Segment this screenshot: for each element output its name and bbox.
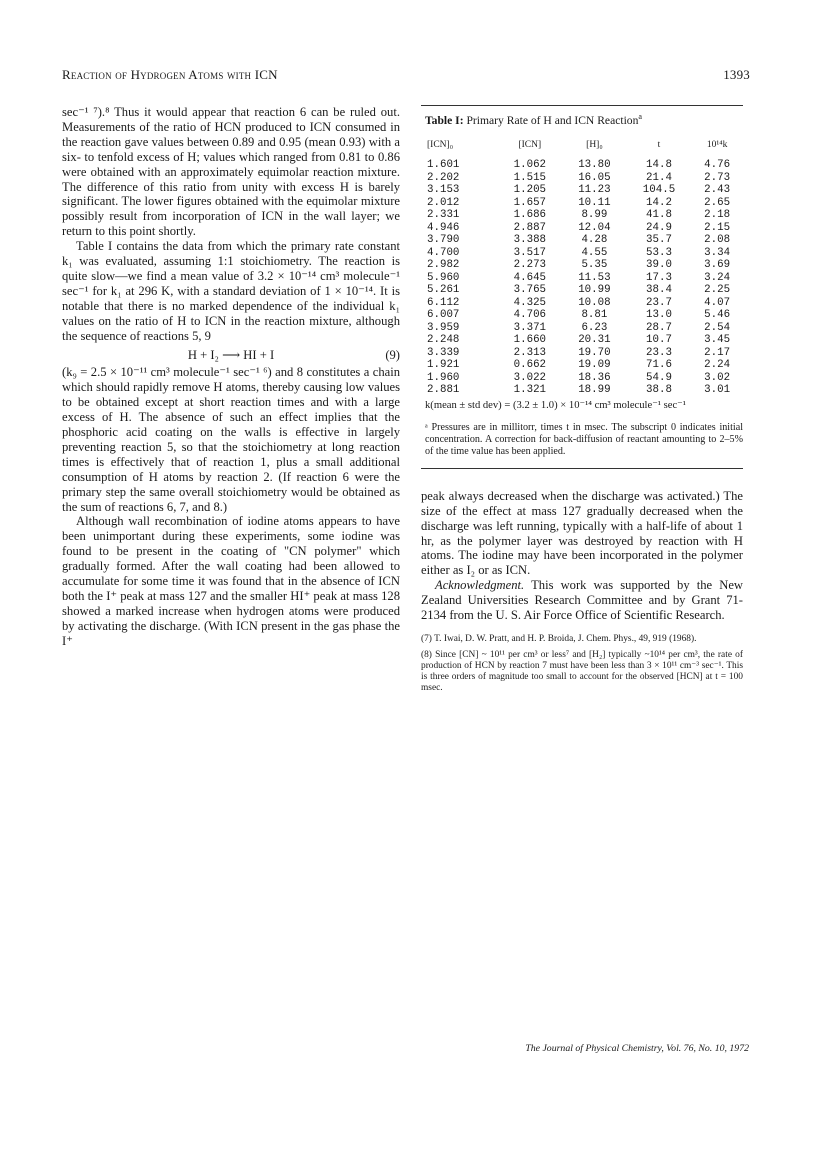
table-header-row	[421, 139, 743, 160]
table-cell: 2.25	[704, 284, 731, 297]
table-cell: 20.31	[578, 334, 611, 347]
table-cell: 3.153	[427, 184, 460, 197]
table-row	[421, 259, 743, 272]
table-cell: 0.662	[513, 359, 547, 372]
table-cell: 3.959	[427, 321, 460, 334]
table-cell: 19.09	[578, 359, 611, 372]
table-cell: 1.960	[427, 371, 460, 384]
table-row	[421, 222, 743, 235]
table-row	[421, 322, 743, 335]
table-cell: 53.3	[646, 246, 672, 259]
table-cell: 3.517	[513, 246, 547, 259]
table-cell: 4.645	[513, 271, 547, 284]
journal-footer: The Journal of Physical Chemistry, Vol. 76, No. 10, 1972	[525, 1043, 749, 1054]
paragraph: Although wall recombination of iodine atoms appears to have been unimportant during these experiments, some iodine was found to be present in the coating of "CN polymer" which gradually formed. After the wall coating had been allowed to accumulate for some time it was found that in the absence of ICN both the I⁺ peak at mass 127 and the smaller HI⁺ peak at mass 128 showed a marked increase when hydrogen atoms were produced by activating the discharge. (With ICN present in the gas phase the I⁺	[62, 514, 400, 648]
table-bottom-rule	[421, 468, 743, 469]
table-cell: 3.388	[513, 234, 547, 247]
table-cell: 3.45	[704, 334, 731, 347]
table-cell: 38.8	[646, 384, 672, 397]
table-cell: 3.02	[704, 371, 731, 384]
table-cell: 4.28	[581, 234, 608, 247]
table-cell: 2.313	[513, 346, 547, 359]
table-row	[421, 297, 743, 310]
table-cell: 3.765	[513, 284, 547, 297]
table-caption	[425, 114, 743, 129]
table-cell: 12.04	[578, 221, 611, 234]
table-cell: 4.07	[704, 296, 731, 309]
table-cell: 21.4	[646, 171, 672, 184]
table-cell: 1.321	[513, 384, 547, 397]
table-cell: 1.686	[513, 209, 547, 222]
table-cell: 54.9	[646, 371, 672, 384]
table-cell: 8.99	[581, 209, 608, 222]
table-cell: 23.3	[646, 346, 672, 359]
table-cell: 4.706	[513, 309, 547, 322]
table-cell: 3.24	[704, 271, 731, 284]
table-cell: 2.24	[704, 359, 731, 372]
table-cell: 10.11	[578, 196, 611, 209]
table-cell: 2.273	[513, 259, 547, 272]
table-cell: 1.515	[513, 171, 547, 184]
page-number: 1393	[723, 67, 750, 82]
table-top-rule	[421, 105, 743, 106]
table-cell: 2.65	[704, 196, 731, 209]
table-cell: 2.15	[704, 221, 731, 234]
table-cell: 1.062	[513, 159, 547, 172]
table-row	[421, 284, 743, 297]
table-cell: 3.339	[427, 346, 460, 359]
table-mean: k(mean ± std dev) = (3.2 ± 1.0) × 10⁻¹⁴ cm³ molecule⁻¹ sec⁻¹	[425, 399, 686, 411]
table-cell: 3.34	[704, 246, 731, 259]
table-cell: 1.657	[513, 196, 547, 209]
table-cell: 4.946	[427, 221, 460, 234]
table-row	[421, 347, 743, 360]
table-cell: 3.022	[513, 371, 547, 384]
table-cell: 3.371	[513, 321, 547, 334]
table-cell: 18.36	[578, 371, 611, 384]
table-cell: 10.99	[578, 284, 611, 297]
table-cell: 104.5	[642, 184, 676, 197]
table-row	[421, 184, 743, 197]
table-cell: 38.4	[646, 284, 672, 297]
table-row	[421, 359, 743, 372]
table-cell: 10.08	[578, 296, 611, 309]
table-cell: 2.202	[427, 171, 460, 184]
table-cell: 4.76	[704, 159, 731, 172]
table-row	[421, 209, 743, 222]
table-cell: 2.54	[704, 321, 731, 334]
table-cell: 14.2	[646, 196, 672, 209]
right-column	[421, 105, 743, 699]
column-header: [ICN]	[518, 139, 542, 150]
table-body	[421, 159, 743, 397]
running-head	[62, 67, 750, 87]
table-cell: 2.887	[513, 221, 547, 234]
table-cell: 2.012	[427, 196, 460, 209]
table-cell: 18.99	[578, 384, 611, 397]
table-cell: 8.81	[581, 309, 608, 322]
table-cell: 3.01	[704, 384, 731, 397]
table-cell: 1.601	[427, 159, 460, 172]
table-row	[421, 309, 743, 322]
references	[421, 634, 743, 694]
equation-9	[62, 348, 400, 363]
table-cell: 6.23	[581, 321, 608, 334]
table-cell: 71.6	[646, 359, 672, 372]
table-cell: 1.921	[427, 359, 460, 372]
paragraph: Table I contains the data from which the primary rate constant k₁ was evaluated, assuming 1:1 stoichiometry. The reaction is quite slow—we find a mean value of 3.2 × 10⁻¹⁴ cm³ molecule⁻¹ sec⁻¹ for k₁ at 296 K, with a standard deviation of 1 × 10⁻¹⁴. It is notable that there is no marked dependence of the individual k₁ values on the ratio of H to ICN in the reaction mixture, although the sequence of reactions 5, 9	[62, 239, 400, 343]
table-footnote: ᵃ Pressures are in millitorr, times t in msec. The subscript 0 indicates initial concentration. A correction for back-diffusion of reactant amounting to 2–5% of the time value has been applied.	[425, 421, 743, 457]
table-cell: 16.05	[578, 171, 611, 184]
table-row	[421, 247, 743, 260]
acknowledgment-label: Acknowledgment.	[435, 578, 525, 593]
table-cell: 28.7	[646, 321, 672, 334]
table-cell: 19.70	[578, 346, 611, 359]
table-cell: 4.700	[427, 246, 460, 259]
table-cell: 5.261	[427, 284, 460, 297]
table-cell: 2.17	[704, 346, 731, 359]
running-head-title: Reaction of Hydrogen Atoms with ICN	[62, 67, 278, 82]
table-row	[421, 372, 743, 385]
table-cell: 4.325	[513, 296, 547, 309]
equation-number: (9)	[385, 347, 400, 362]
table-row	[421, 234, 743, 247]
table-title: Primary Rate of H and ICN Reaction	[466, 114, 639, 127]
table-cell: 6.112	[427, 296, 460, 309]
table-cell: 11.53	[578, 271, 611, 284]
column-header: [ICN]₀	[427, 139, 453, 150]
reference-8: (8) Since [CN] ~ 10¹¹ per cm³ or less⁷ and [H₂] typically ~10¹⁴ per cm³, the rate of production of HCN by reaction 7 must have been less than 3 × 10¹¹ cm⁻³ sec⁻¹. This is three orders of magnitude too small to account for the observed [HCN] at t = 100 msec.	[421, 649, 743, 693]
paragraph: peak always decreased when the discharge was activated.) The size of the effect at mass 127 gradually decreased when the discharge was left running, typically with a half-life of about 1 hr, as the polymer layer was destroyed by reaction with H atoms. The iodine may have been incorporated in the polymer either as I₂ or as ICN.	[421, 488, 743, 578]
acknowledgment-text: This work was supported by the New Zealand Universities Research Committee and by Grant 71-2134 from the U. S. Air Force Office of Scientific Research.	[421, 578, 743, 623]
table-cell: 2.881	[427, 384, 460, 397]
column-header: t	[657, 139, 661, 150]
table-1	[421, 105, 743, 469]
table-cell: 3.69	[704, 259, 731, 272]
left-column	[62, 105, 400, 649]
table-cell: 5.960	[427, 271, 460, 284]
table-cell: 1.205	[513, 184, 547, 197]
table-cell: 24.9	[646, 221, 672, 234]
table-cell: 3.790	[427, 234, 460, 247]
table-cell: 5.35	[581, 259, 608, 272]
equation-text: H + I₂ ⟶ HI + I	[187, 347, 275, 362]
table-row	[421, 172, 743, 185]
table-row	[421, 334, 743, 347]
column-header: [H]₀	[586, 139, 603, 150]
reference-7: (7) T. Iwai, D. W. Pratt, and H. P. Broida, J. Chem. Phys., 49, 919 (1968).	[421, 633, 697, 644]
table-cell: 2.982	[427, 259, 460, 272]
table-cell: 4.55	[581, 246, 608, 259]
table-cell: 2.08	[704, 234, 731, 247]
table-row	[421, 384, 743, 397]
paragraph: (k₉ = 2.5 × 10⁻¹¹ cm³ molecule⁻¹ sec⁻¹ ⁶) and 8 constitutes a chain which should rapidly remove H atoms, thereby causing low values to be obtained except at short reaction times and with a large excess of H. The absence of such an effect implies that the phosphoric acid coating on the walls is effective in largely preventing reaction 5, so that the stoichiometry at long reaction times is effectively that of reaction 1, plus a small additional consumption of H atoms by reaction 2. (If reaction 6 were the primary step the same overall stoichiometry would be obtained as the sum of reactions 6, 7, and 8.)	[62, 365, 400, 514]
acknowledgment	[421, 578, 743, 623]
table-cell: 13.0	[646, 309, 672, 322]
table-cell: 2.43	[704, 184, 731, 197]
table-row	[421, 197, 743, 210]
table-cell: 13.80	[578, 159, 611, 172]
column-header: 10¹⁴k	[706, 139, 728, 150]
table-note-mark: a	[638, 112, 643, 122]
table-cell: 2.18	[704, 209, 731, 222]
table-cell: 2.73	[704, 171, 731, 184]
table-row	[421, 272, 743, 285]
table-cell: 14.8	[646, 159, 672, 172]
table-cell: 23.7	[646, 296, 672, 309]
table-cell: 2.331	[427, 209, 460, 222]
table-cell: 10.7	[646, 334, 672, 347]
table-cell: 2.248	[427, 334, 460, 347]
table-cell: 1.660	[513, 334, 547, 347]
table-cell: 6.007	[427, 309, 460, 322]
table-cell: 17.3	[646, 271, 672, 284]
paragraph: sec⁻¹ ⁷).⁸ Thus it would appear that reaction 6 can be ruled out. Measurements of the ratio of HCN produced to ICN consumed in the reaction gave values between 0.89 and 0.95 (mean 0.93) with a six- to tenfold excess of H; values which ranged from 0.81 to 0.86 were obtained with an approximately equimolar reaction mixture. The difference of this ratio from unity with excess H is barely significant. The lower figures obtained with the equimolar mixture possibly result from incorporation of ICN in the wall layer; we return to this point shortly.	[62, 105, 400, 239]
table-row	[421, 159, 743, 172]
table-cell: 5.46	[704, 309, 731, 322]
table-cell: 35.7	[646, 234, 672, 247]
data-table	[421, 139, 743, 397]
table-cell: 41.8	[646, 209, 672, 222]
table-cell: 39.0	[646, 259, 672, 272]
table-label: Table I:	[425, 114, 464, 127]
table-cell: 11.23	[578, 184, 611, 197]
